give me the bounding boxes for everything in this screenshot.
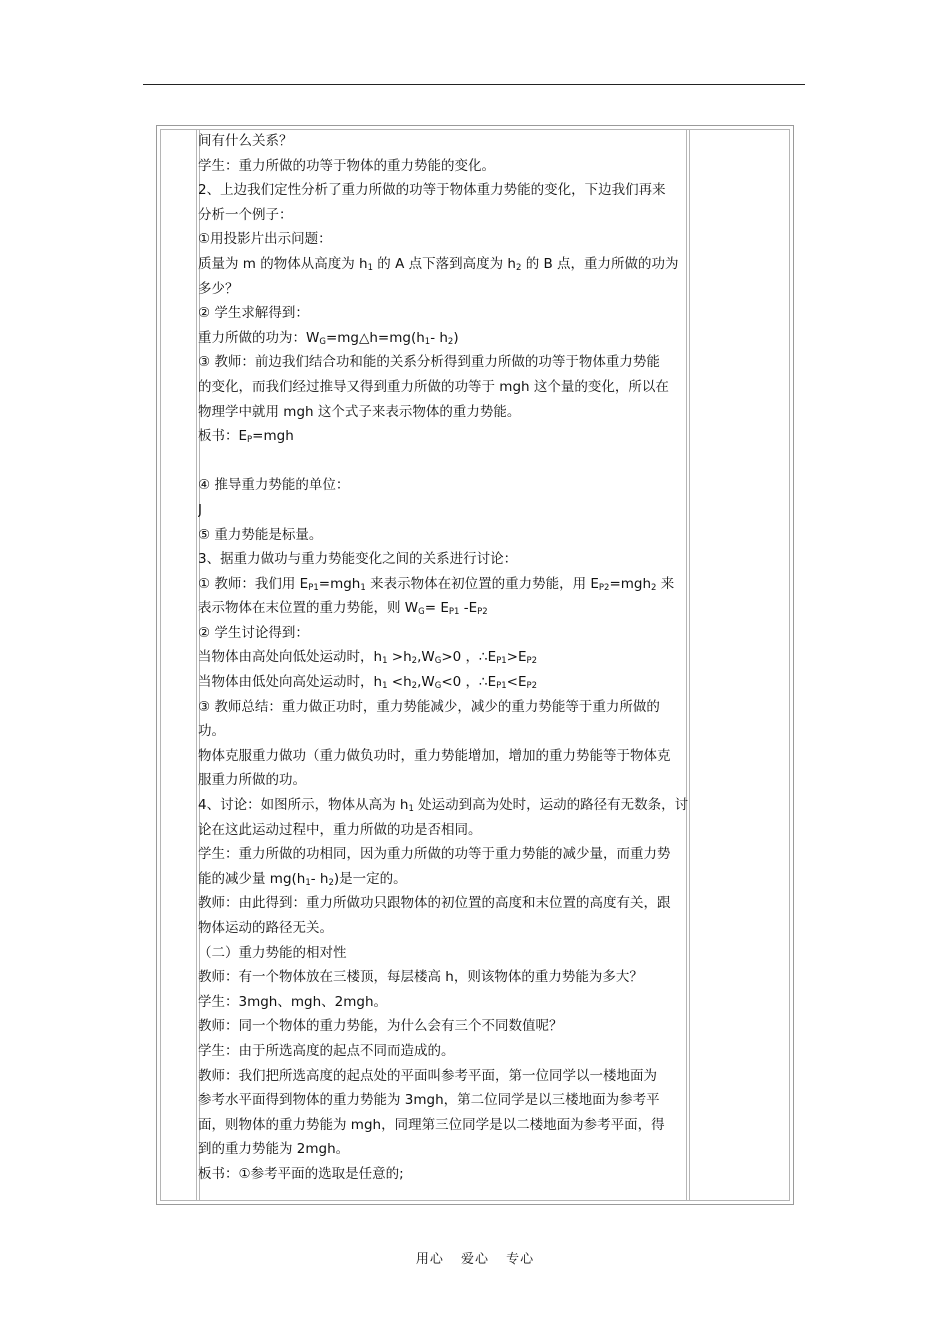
text-line: ① 教师：我们用 $E_{P1}=mgh_1$ 来表示物体在初位置的重力势能，用 $E_{P2}=mgh_2$ 来 (198, 575, 675, 593)
text-line: 物体运动的路径无关。 (198, 920, 333, 936)
column-divider-right-inner (689, 129, 690, 1201)
text-line: 面，则物体的重力势能为 mgh，同理第三位同学是以二楼地面为参考平面，得 (198, 1116, 665, 1133)
header-rule (143, 84, 805, 85)
text-line: 当物体由高处向低处运动时，$h_1 >h_2,W_G>0$ ，$\therefore E_{P1}>E_{P2}$ (198, 649, 538, 667)
text-line: 分析一个例子： (198, 206, 293, 223)
text-line: 板书：$E_P=mgh$ (198, 428, 294, 446)
text-line: 能的减少量 $mg(h_1-$ $h_2$)是一定的。 (198, 870, 407, 888)
text-line: 参考水平面得到物体的重力势能为 3mgh，第二位同学是以三楼地面为参考平 (198, 1092, 660, 1109)
text-line: 4、讨论：如图所示，物体从高为 $h_1$ 处运动到高为处时，运动的路径有无数条，讨 (198, 797, 688, 815)
text-line (198, 449, 688, 474)
text-line: ④ 推导重力势能的单位： (198, 477, 350, 494)
text-line: 2、上边我们定性分析了重力所做的功等于物体重力势能的变化，下边我们再来 (198, 182, 666, 199)
text-line: 学生：由于所选高度的起点不同而造成的。 (198, 1042, 455, 1059)
text-line: 教师：同一个物体的重力势能，为什么会有三个不同数值呢？ (198, 1018, 563, 1035)
text-line: 质量为 m 的物体从高度为 $h_1$ 的 A 点下落到高度为 $h_2$ 的 B 点，重力所做的功为 (198, 255, 679, 273)
text-line: J (198, 501, 202, 518)
text-line: 论在这此运动过程中，重力所做的功是否相同。 (198, 821, 482, 838)
text-line: 当物体由低处向高处运动时，$h_1 <h_2,W_G<0$ ，$\therefore E_{P1}<E_{P2}$ (198, 674, 538, 692)
text-line: 学生：3mgh、mgh、2mgh。 (198, 993, 388, 1010)
text-line: ② 学生讨论得到： (198, 624, 309, 641)
text-line: 教师：我们把所选高度的起点处的平面叫参考平面，第一位同学以一楼地面为 (198, 1067, 657, 1084)
text-line: 服重力所做的功。 (198, 772, 306, 789)
text-line: （二）重力势能的相对性 (198, 944, 347, 961)
text-line: 板书：①参考平面的选取是任意的; (198, 1165, 404, 1182)
text-line: 教师：有一个物体放在三楼顶，每层楼高 h，则该物体的重力势能为多大？ (198, 969, 643, 986)
text-line: 功。 (198, 723, 225, 740)
text-line: 到的重力势能为 2mgh。 (198, 1141, 350, 1158)
page-footer: 用心 爱心 专心 (415, 1252, 535, 1267)
text-line: ⑤ 重力势能是标量。 (198, 526, 323, 543)
text-line: 表示物体在末位置的重力势能，则 $W_G= E_{P1}$ $-E_{P2}$ (198, 600, 488, 618)
lesson-content (198, 129, 688, 1187)
text-line: 的变化，而我们经过推导又得到重力所做的功等于 mgh 这个量的变化，所以在 (198, 378, 669, 395)
column-divider-left (196, 129, 197, 1201)
text-line: 学生：重力所做的功相同，因为重力所做的功等于重力势能的减少量，而重力势 (198, 846, 671, 863)
text-line: ①用投影片出示问题： (198, 231, 332, 248)
text-line: 教师：由此得到：重力所做功只跟物体的初位置的高度和末位置的高度有关，跟 (198, 895, 671, 912)
text-line: 重力所做的功为：$W_G=mg\triangle h=mg(h_1-$ $h_2$) (198, 329, 459, 347)
text-line: ③ 教师总结：重力做正功时，重力势能减少，减少的重力势能等于重力所做的 (198, 698, 660, 715)
text-line: 物体克服重力做功（重力做负功时，重力势能增加，增加的重力势能等于物体克 (198, 747, 671, 764)
text-line: 间有什么关系？ (198, 133, 293, 149)
text-line: 物理学中就用 mgh 这个式子来表示物体的重力势能。 (198, 403, 521, 420)
text-line: 3、据重力做功与重力势能变化之间的关系进行讨论： (198, 551, 518, 568)
text-line: 多少？ (198, 280, 239, 297)
text-line: ② 学生求解得到： (198, 305, 309, 322)
text-line: 学生：重力所做的功等于物体的重力势能的变化。 (198, 157, 495, 174)
text-line: ③ 教师：前边我们结合功和能的关系分析得到重力所做的功等于物体重力势能 (198, 354, 660, 371)
